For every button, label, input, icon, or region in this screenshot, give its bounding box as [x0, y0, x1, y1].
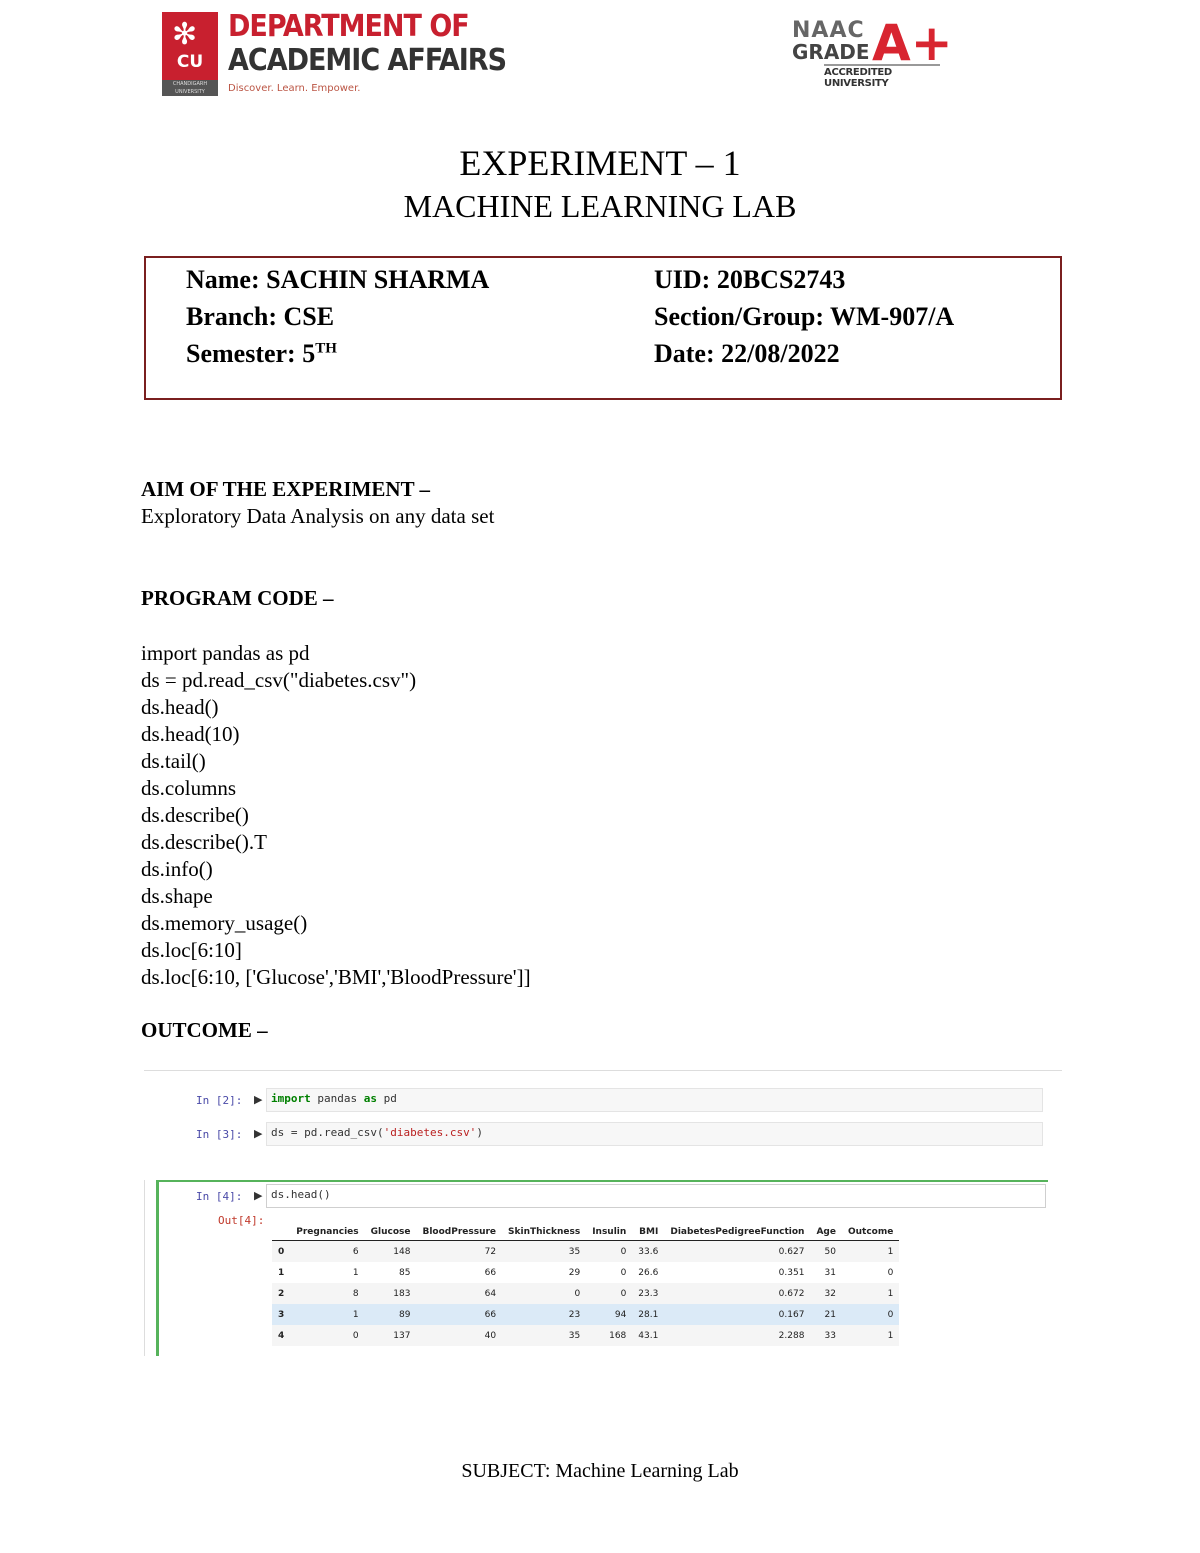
naac-badge	[790, 14, 953, 89]
semester-suffix: TH	[315, 340, 337, 357]
active-cell-border	[156, 1180, 1048, 1182]
cell-prompt: In [4]:	[196, 1190, 243, 1203]
column-header: BMI	[632, 1224, 664, 1241]
naac-line-1: NAAC	[792, 18, 865, 43]
dept-line-2: ACADEMIC AFFAIRS	[228, 43, 507, 78]
table-cell: 33.6	[632, 1241, 664, 1263]
student-name: Name: SACHIN SHARMA	[186, 265, 490, 294]
table-cell: 0.167	[664, 1304, 810, 1325]
notebook-divider	[144, 1070, 1062, 1071]
code-line: ds.head(10)	[141, 722, 240, 746]
column-header: Glucose	[365, 1224, 417, 1241]
cell-border	[144, 1180, 145, 1356]
table-cell: 28.1	[632, 1304, 664, 1325]
table-cell: 8	[290, 1283, 364, 1304]
table-cell: 0	[620, 1267, 627, 1278]
table-cell: 0	[842, 1304, 899, 1325]
code-line: ds.describe()	[141, 803, 249, 827]
table-cell: 0.672	[664, 1283, 810, 1304]
student-semester	[186, 339, 337, 369]
cell-prompt: In [3]:	[196, 1128, 243, 1141]
code-cell-input[interactable]: ds.head()	[266, 1184, 1046, 1208]
table-cell: 85	[399, 1267, 411, 1278]
aim-text: Exploratory Data Analysis on any data set	[141, 504, 495, 528]
table-cell: 0.627	[664, 1241, 810, 1263]
table-cell: 1	[290, 1304, 364, 1325]
table-cell: 0	[887, 1267, 894, 1278]
aim-heading: AIM OF THE EXPERIMENT –	[141, 477, 430, 501]
table-row	[272, 1283, 899, 1304]
page-footer: SUBJECT: Machine Learning Lab	[461, 1460, 739, 1482]
active-cell-indicator	[156, 1180, 159, 1356]
column-header: Outcome	[842, 1224, 899, 1241]
student-uid: UID: 20BCS2743	[654, 265, 846, 294]
table-cell: 1	[842, 1241, 899, 1263]
table-cell: 0.351	[778, 1267, 805, 1278]
code-cell-input[interactable]: import pandas as pd	[266, 1088, 1043, 1112]
column-header: SkinThickness	[502, 1224, 586, 1241]
tagline: Discover. Learn. Empower.	[228, 83, 361, 94]
program-code	[141, 640, 531, 991]
table-cell: 94	[586, 1304, 632, 1325]
naac-line-2: GRADE	[792, 40, 870, 64]
table-cell: 50	[810, 1241, 842, 1263]
table-cell: 1	[842, 1325, 899, 1346]
dataframe-output	[272, 1224, 899, 1346]
table-cell: 0	[502, 1283, 586, 1304]
logo-mark: CU	[176, 52, 204, 72]
table-cell: 0	[586, 1283, 632, 1304]
table-cell: 29	[568, 1267, 581, 1278]
outcome-heading: OUTCOME –	[141, 1018, 268, 1042]
cell-prompt: In [2]:	[196, 1094, 243, 1107]
column-header	[272, 1224, 290, 1241]
table-cell: 23	[502, 1304, 586, 1325]
table-cell: 26.6	[638, 1267, 659, 1278]
run-cell-icon[interactable]: ▶	[254, 1189, 263, 1202]
table-cell: 2.288	[664, 1325, 810, 1346]
logo-sub: CHANDIGARH UNIVERSITY	[162, 80, 218, 96]
code-line: ds.columns	[141, 776, 237, 800]
table-cell: 89	[365, 1304, 417, 1325]
table-row	[272, 1304, 899, 1325]
table-cell: 183	[365, 1283, 417, 1304]
code-line: import pandas as pd	[141, 641, 310, 665]
column-header: Insulin	[586, 1224, 632, 1241]
table-cell: 32	[810, 1283, 842, 1304]
run-cell-icon[interactable]: ▶	[254, 1127, 263, 1140]
table-row	[272, 1262, 899, 1283]
code-line: ds.shape	[141, 884, 213, 908]
code-line: ds.tail()	[141, 749, 206, 773]
table-cell: 0	[290, 1325, 364, 1346]
table-row	[272, 1241, 899, 1263]
experiment-date: Date: 22/08/2022	[654, 339, 840, 368]
run-cell-icon[interactable]: ▶	[254, 1093, 263, 1106]
table-row	[272, 1325, 899, 1346]
table-cell: 137	[365, 1325, 417, 1346]
table-cell: 0	[586, 1241, 632, 1263]
table-cell: 66	[484, 1267, 497, 1278]
lab-title: MACHINE LEARNING LAB	[403, 188, 797, 224]
table-cell: 43.1	[632, 1325, 664, 1346]
table-cell: 72	[416, 1241, 502, 1263]
code-line: ds.memory_usage()	[141, 911, 308, 935]
table-cell: 35	[502, 1325, 586, 1346]
row-index: 4	[272, 1325, 290, 1346]
code-line: ds.info()	[141, 857, 213, 881]
experiment-title: EXPERIMENT – 1	[459, 143, 741, 183]
table-cell: 21	[810, 1304, 842, 1325]
table-cell: 40	[416, 1325, 502, 1346]
row-index: 0	[272, 1241, 290, 1263]
table-cell: 1	[842, 1283, 899, 1304]
semester-label: Semester: 5	[186, 339, 316, 368]
program-heading: PROGRAM CODE –	[141, 586, 334, 610]
code-line: ds.loc[6:10]	[141, 938, 242, 962]
row-index: 1	[278, 1267, 285, 1278]
row-index: 2	[272, 1283, 290, 1304]
table-cell: 23.3	[632, 1283, 664, 1304]
table-cell: 168	[586, 1325, 632, 1346]
naac-accredited: ACCREDITED UNIVERSITY	[824, 64, 940, 89]
code-cell-input[interactable]: ds = pd.read_csv('diabetes.csv')	[266, 1122, 1043, 1146]
table-cell: 6	[290, 1241, 364, 1263]
code-line: ds.loc[6:10, ['Glucose','BMI','BloodPressure']]	[141, 965, 531, 989]
table-cell: 66	[416, 1304, 502, 1325]
code-line: ds.describe().T	[141, 830, 267, 854]
column-header: DiabetesPedigreeFunction	[664, 1224, 810, 1241]
table-cell: 64	[416, 1283, 502, 1304]
naac-grade: A+	[872, 14, 953, 72]
emblem-icon: ✻	[172, 17, 198, 52]
department-name	[228, 10, 506, 78]
code-line: ds = pd.read_csv("diabetes.csv")	[141, 668, 417, 692]
table-cell: 148	[365, 1241, 417, 1263]
code-line: ds.head()	[141, 695, 219, 719]
table-cell: 31	[824, 1267, 836, 1278]
student-branch: Branch: CSE	[186, 302, 335, 331]
table-cell: 33	[810, 1325, 842, 1346]
table-cell: 1	[352, 1267, 359, 1278]
column-header: Age	[810, 1224, 842, 1241]
table-header-row	[272, 1224, 899, 1241]
table-cell: 35	[502, 1241, 586, 1263]
column-header: BloodPressure	[416, 1224, 502, 1241]
column-header: Pregnancies	[290, 1224, 364, 1241]
student-section: Section/Group: WM-907/A	[654, 302, 955, 331]
output-prompt: Out[4]:	[218, 1214, 265, 1227]
university-logo	[162, 12, 218, 96]
row-index: 3	[272, 1304, 290, 1325]
dept-line-1: DEPARTMENT OF	[228, 9, 469, 44]
